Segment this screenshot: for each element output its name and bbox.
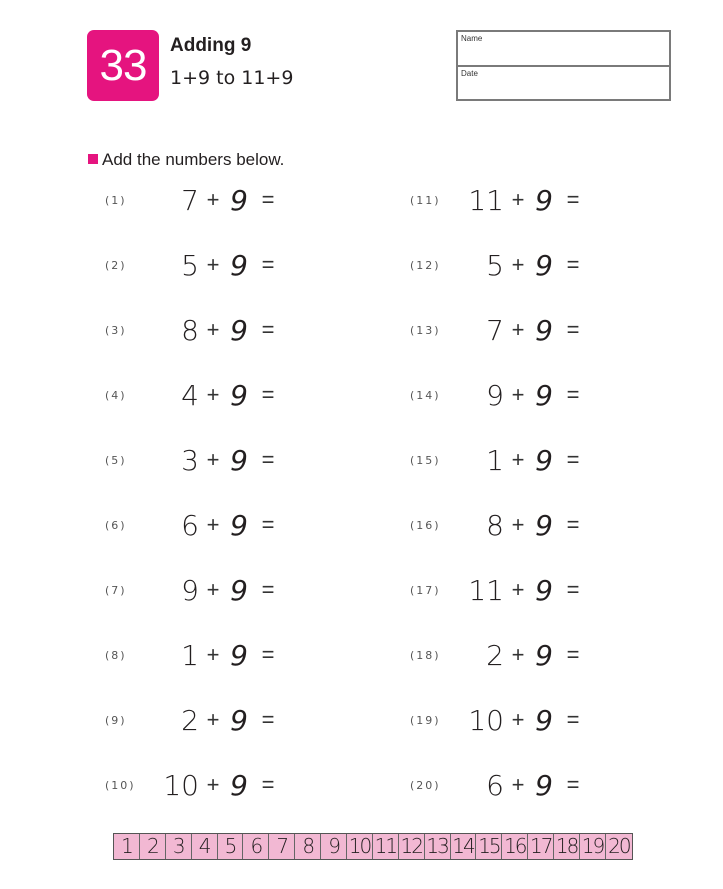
plus-sign: + xyxy=(511,252,525,277)
problem-number: (4) xyxy=(105,388,127,402)
problem-row xyxy=(105,245,285,285)
problem-row xyxy=(105,375,285,415)
problem-row xyxy=(105,505,285,545)
problem-number: (18) xyxy=(410,648,441,662)
plus-sign: + xyxy=(206,707,220,732)
score-cell[interactable]: 11 xyxy=(373,834,399,859)
equals-sign: = xyxy=(566,187,580,212)
problem-row xyxy=(105,700,285,740)
addend-b: 9 xyxy=(535,183,553,217)
addend-a: 11 xyxy=(468,183,504,217)
name-date-box xyxy=(456,30,671,101)
plus-sign: + xyxy=(206,642,220,667)
plus-sign: + xyxy=(206,382,220,407)
problem-row xyxy=(410,310,590,350)
problem-row xyxy=(410,245,590,285)
plus-sign: + xyxy=(511,317,525,342)
addend-a: 2 xyxy=(486,638,504,672)
addend-a: 5 xyxy=(486,248,504,282)
score-cell[interactable]: 7 xyxy=(269,834,295,859)
equals-sign: = xyxy=(261,642,275,667)
addend-b: 9 xyxy=(230,638,248,672)
equals-sign: = xyxy=(261,707,275,732)
addend-b: 9 xyxy=(230,183,248,217)
problem-number: (7) xyxy=(105,583,127,597)
score-bar xyxy=(113,833,633,860)
score-cell[interactable]: 10 xyxy=(347,834,373,859)
addend-b: 9 xyxy=(535,638,553,672)
instruction-text: Add the numbers below. xyxy=(102,150,285,169)
equals-sign: = xyxy=(261,317,275,342)
problem-row xyxy=(410,375,590,415)
score-cell[interactable]: 8 xyxy=(295,834,321,859)
problem-row xyxy=(410,765,590,805)
plus-sign: + xyxy=(511,642,525,667)
problem-number: (19) xyxy=(410,713,441,727)
addend-a: 7 xyxy=(181,183,199,217)
problem-number: (8) xyxy=(105,648,127,662)
addend-b: 9 xyxy=(230,248,248,282)
name-label: Name xyxy=(461,34,483,43)
addend-a: 6 xyxy=(181,508,199,542)
problem-number: (5) xyxy=(105,453,127,467)
addend-b: 9 xyxy=(230,768,248,802)
addend-a: 11 xyxy=(468,573,504,607)
equals-sign: = xyxy=(566,642,580,667)
instruction xyxy=(88,150,284,170)
worksheet-title: Adding 9 xyxy=(170,35,252,56)
addend-a: 1 xyxy=(486,443,504,477)
score-cell[interactable]: 9 xyxy=(321,834,347,859)
addend-a: 3 xyxy=(181,443,199,477)
problem-row xyxy=(410,570,590,610)
addend-b: 9 xyxy=(535,703,553,737)
plus-sign: + xyxy=(511,772,525,797)
addend-b: 9 xyxy=(535,768,553,802)
problem-number: (16) xyxy=(410,518,441,532)
plus-sign: + xyxy=(511,382,525,407)
score-cell[interactable]: 1 xyxy=(114,834,140,859)
problem-number: (20) xyxy=(410,778,441,792)
equals-sign: = xyxy=(566,707,580,732)
addend-a: 6 xyxy=(486,768,504,802)
problem-number: (2) xyxy=(105,258,127,272)
addend-a: 7 xyxy=(486,313,504,347)
plus-sign: + xyxy=(206,577,220,602)
worksheet-subtitle: 1+9 to 11+9 xyxy=(170,67,294,89)
addend-b: 9 xyxy=(230,508,248,542)
addend-a: 1 xyxy=(181,638,199,672)
score-cell[interactable]: 2 xyxy=(140,834,166,859)
score-cell[interactable]: 13 xyxy=(425,834,451,859)
date-field[interactable] xyxy=(458,65,669,100)
equals-sign: = xyxy=(261,252,275,277)
score-cell[interactable]: 15 xyxy=(476,834,502,859)
problem-number: (1) xyxy=(105,193,127,207)
addend-a: 10 xyxy=(163,768,199,802)
problem-row xyxy=(410,440,590,480)
plus-sign: + xyxy=(206,252,220,277)
problem-number: (11) xyxy=(410,193,441,207)
addend-b: 9 xyxy=(230,443,248,477)
problem-row xyxy=(410,180,590,220)
score-cell[interactable]: 5 xyxy=(218,834,244,859)
name-field[interactable] xyxy=(458,32,669,65)
addend-a: 8 xyxy=(181,313,199,347)
addend-b: 9 xyxy=(535,573,553,607)
addend-a: 10 xyxy=(468,703,504,737)
equals-sign: = xyxy=(566,577,580,602)
problem-number: (3) xyxy=(105,323,127,337)
plus-sign: + xyxy=(511,707,525,732)
score-cell[interactable]: 14 xyxy=(451,834,477,859)
addend-b: 9 xyxy=(230,703,248,737)
plus-sign: + xyxy=(206,447,220,472)
problem-row xyxy=(410,635,590,675)
addend-b: 9 xyxy=(230,313,248,347)
equals-sign: = xyxy=(566,772,580,797)
equals-sign: = xyxy=(261,577,275,602)
problem-row xyxy=(105,440,285,480)
problem-row xyxy=(105,180,285,220)
equals-sign: = xyxy=(261,382,275,407)
problem-number: (9) xyxy=(105,713,127,727)
square-bullet-icon xyxy=(88,154,98,164)
equals-sign: = xyxy=(566,512,580,537)
plus-sign: + xyxy=(206,187,220,212)
equals-sign: = xyxy=(261,772,275,797)
equals-sign: = xyxy=(566,317,580,342)
equals-sign: = xyxy=(566,382,580,407)
addend-a: 4 xyxy=(181,378,199,412)
plus-sign: + xyxy=(511,187,525,212)
problem-number: (17) xyxy=(410,583,441,597)
score-cell[interactable]: 6 xyxy=(243,834,269,859)
addend-a: 9 xyxy=(181,573,199,607)
equals-sign: = xyxy=(261,447,275,472)
plus-sign: + xyxy=(206,317,220,342)
score-cell[interactable]: 16 xyxy=(502,834,528,859)
plus-sign: + xyxy=(206,512,220,537)
plus-sign: + xyxy=(206,772,220,797)
problem-number: (6) xyxy=(105,518,127,532)
lesson-number-badge: 33 xyxy=(87,30,159,101)
addend-a: 8 xyxy=(486,508,504,542)
addend-b: 9 xyxy=(535,313,553,347)
score-cell[interactable]: 19 xyxy=(580,834,606,859)
problem-row xyxy=(105,635,285,675)
score-cell[interactable]: 12 xyxy=(399,834,425,859)
score-cell[interactable]: 4 xyxy=(192,834,218,859)
addend-b: 9 xyxy=(230,573,248,607)
addend-b: 9 xyxy=(230,378,248,412)
addend-b: 9 xyxy=(535,378,553,412)
equals-sign: = xyxy=(261,512,275,537)
problem-row xyxy=(105,570,285,610)
score-cell[interactable]: 18 xyxy=(554,834,580,859)
addend-b: 9 xyxy=(535,443,553,477)
problem-number: (15) xyxy=(410,453,441,467)
problem-row xyxy=(105,765,285,805)
problem-row xyxy=(410,700,590,740)
plus-sign: + xyxy=(511,512,525,537)
plus-sign: + xyxy=(511,577,525,602)
score-cell[interactable]: 3 xyxy=(166,834,192,859)
score-cell[interactable]: 17 xyxy=(528,834,554,859)
addend-b: 9 xyxy=(535,508,553,542)
addend-a: 2 xyxy=(181,703,199,737)
problem-row xyxy=(105,310,285,350)
equals-sign: = xyxy=(261,187,275,212)
plus-sign: + xyxy=(511,447,525,472)
problem-number: (12) xyxy=(410,258,441,272)
problem-row xyxy=(410,505,590,545)
addend-b: 9 xyxy=(535,248,553,282)
equals-sign: = xyxy=(566,252,580,277)
problem-number: (14) xyxy=(410,388,441,402)
problem-number: (13) xyxy=(410,323,441,337)
score-cell[interactable]: 20 xyxy=(606,834,632,859)
equals-sign: = xyxy=(566,447,580,472)
problem-number: (10) xyxy=(105,778,136,792)
addend-a: 5 xyxy=(181,248,199,282)
date-label: Date xyxy=(461,69,478,78)
addend-a: 9 xyxy=(486,378,504,412)
